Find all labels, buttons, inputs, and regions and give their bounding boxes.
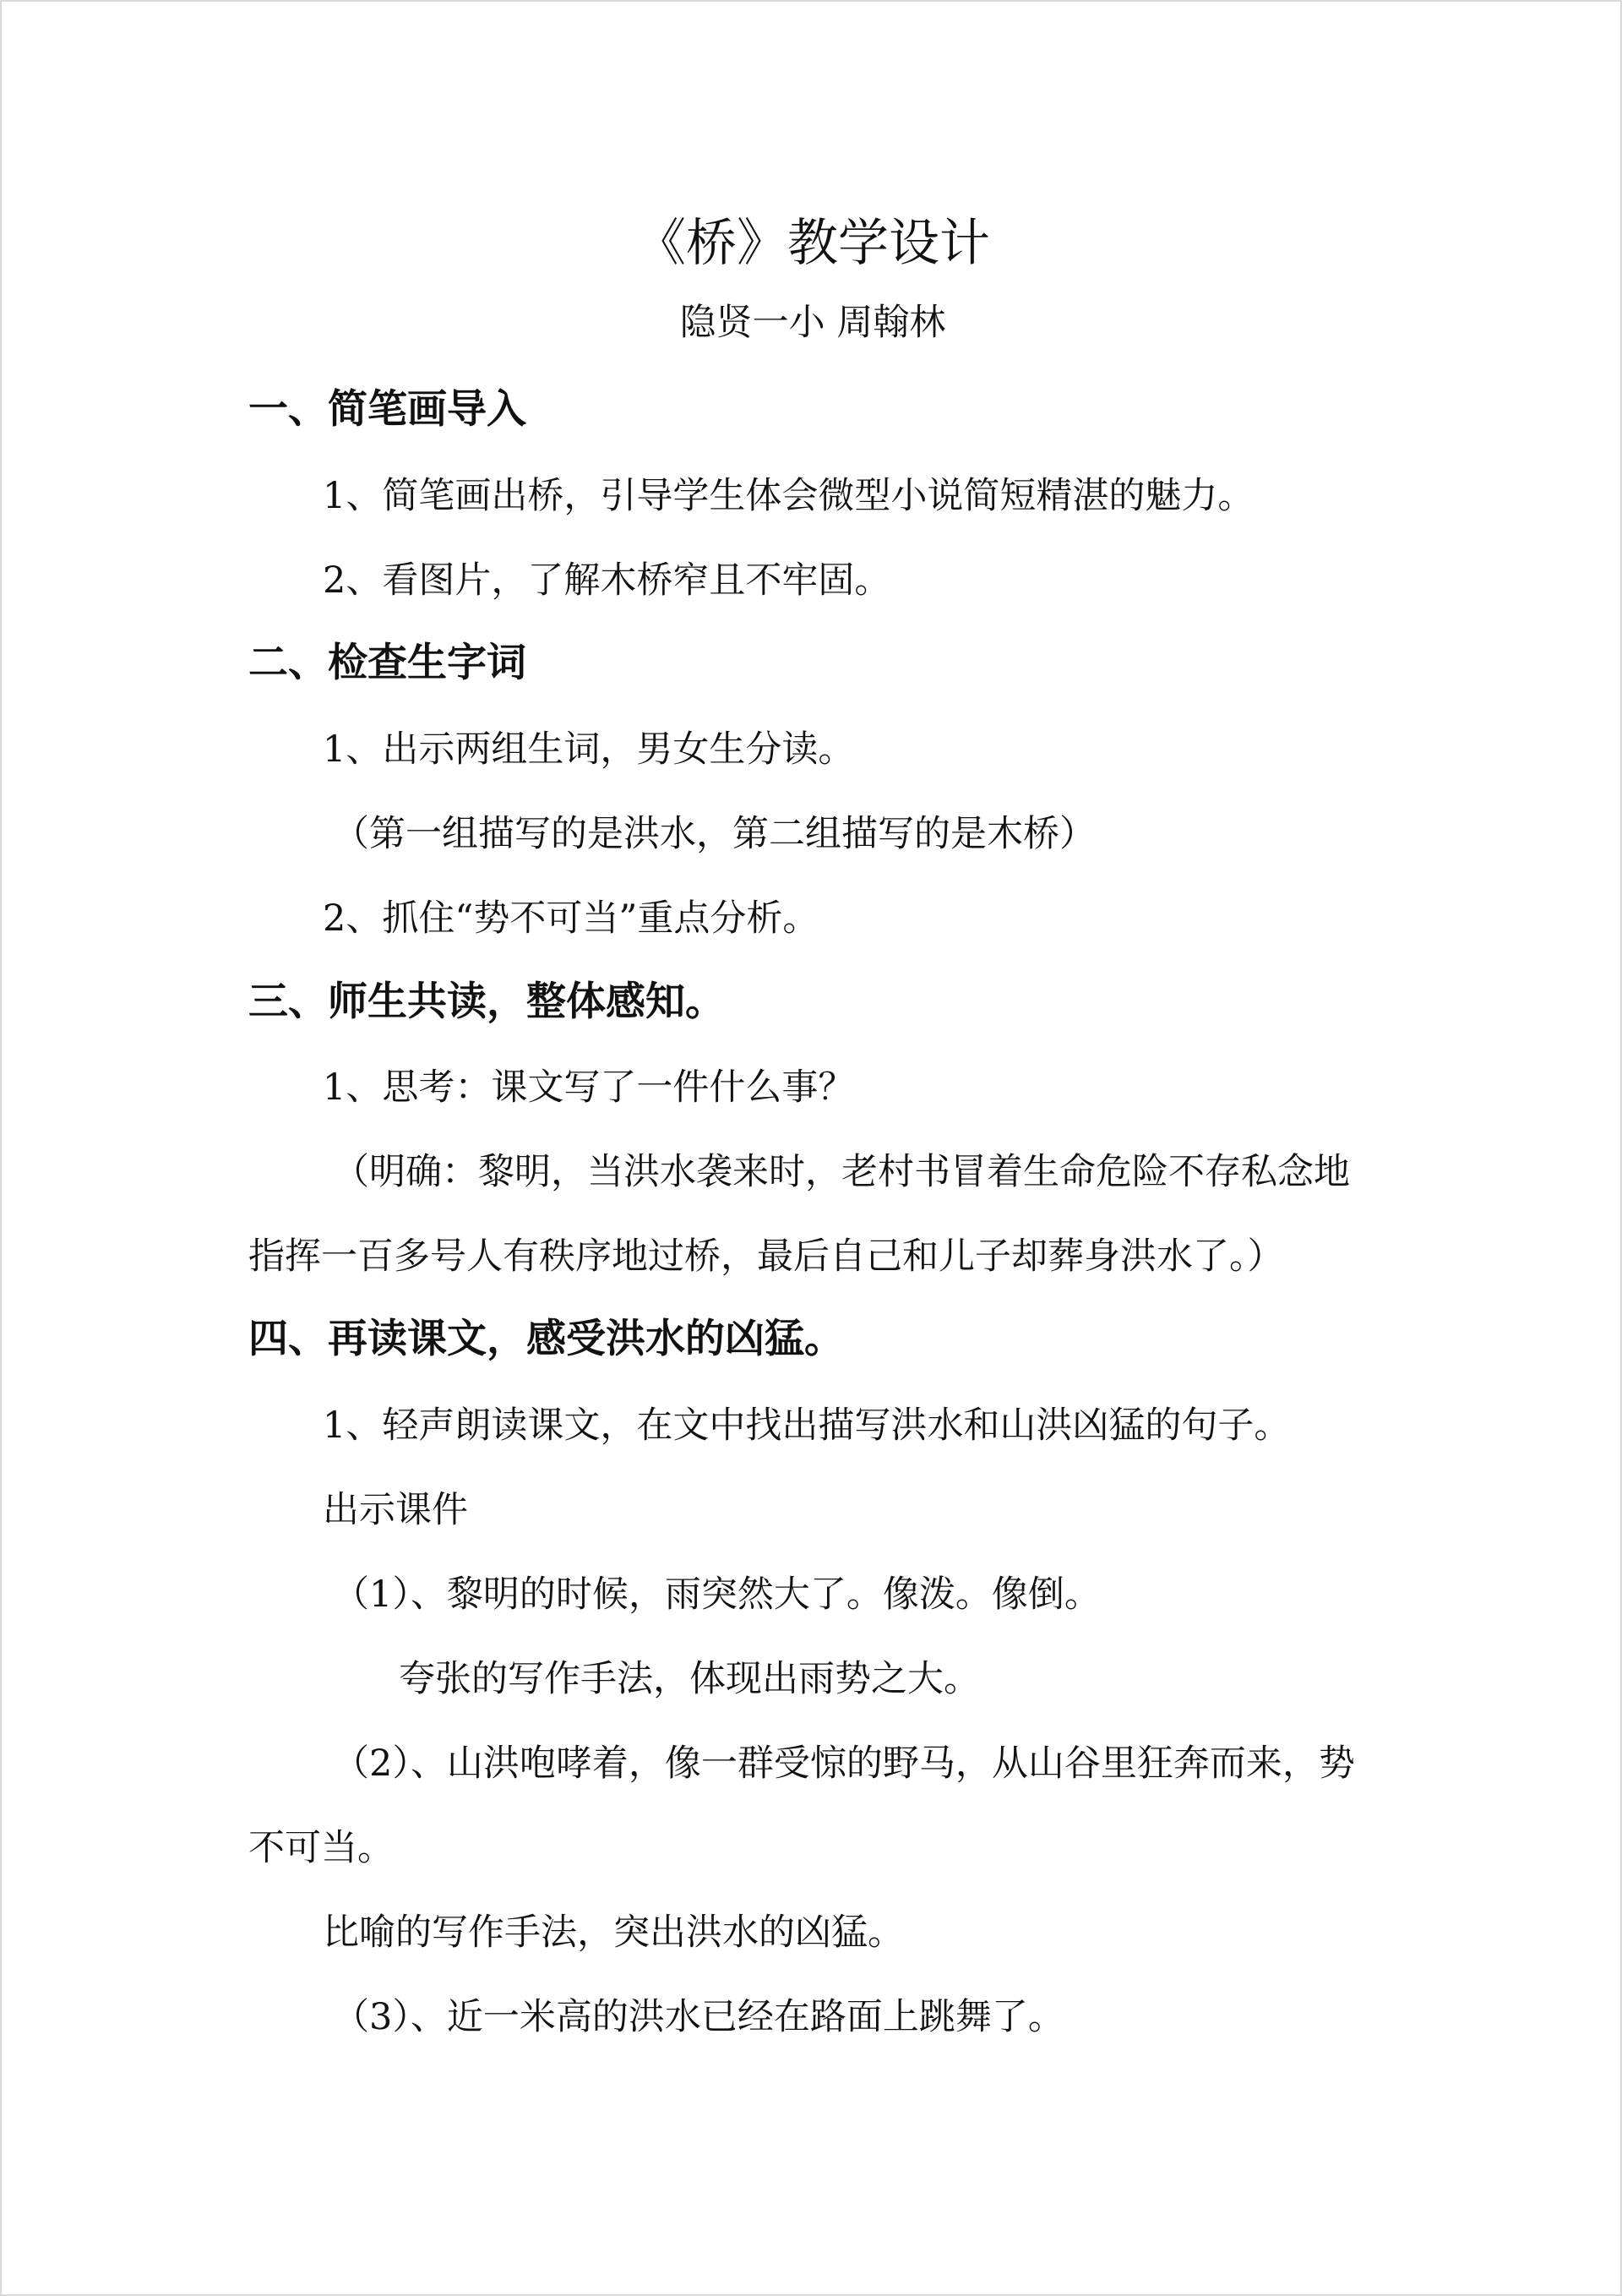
section-heading-2: 二、检查生字词 [248,640,526,686]
section-heading-1: 一、简笔画导入 [248,386,526,433]
paragraph-line: （明确：黎明，当洪水袭来时，老村书冒着生命危险不存私念地 [333,1151,1350,1193]
paragraph-line: 1、轻声朗读课文，在文中找出描写洪水和山洪凶猛的句子。 [323,1404,1291,1447]
paragraph-line: 1、简笔画出桥，引导学生体会微型小说简短精湛的魅力。 [323,475,1255,517]
paragraph-line: （1）、黎明的时候，雨突然大了。像泼。像倒。 [333,1573,1101,1616]
paragraph-line: （3）、近一米高的洪水已经在路面上跳舞了。 [333,1996,1064,2038]
paragraph-line: 指挥一百多号人有秩序地过桥，最后自己和儿子却葬身洪水了。） [248,1235,1284,1278]
section-heading-4: 四、再读课文，感受洪水的凶猛。 [248,1316,844,1362]
paragraph-line: 1、出示两组生词，男女生分读。 [323,728,855,771]
paragraph-line: （第一组描写的是洪水，第二组描写的是木桥） [333,813,1096,855]
paragraph-line: 1、思考：课文写了一件什么事？ [323,1066,855,1109]
paragraph-line: 2、抓住“势不可当”重点分析。 [323,897,819,940]
document-author: 隐贤一小 周翰林 [679,302,946,344]
paragraph-line: 比喻的写作手法，突出洪水的凶猛。 [323,1912,904,1954]
document-title: 《桥》教学设计 [635,214,990,273]
paragraph-line: 不可当。 [248,1827,394,1869]
section-heading-3: 三、师生共读，整体感知。 [248,979,725,1025]
paragraph-line: （2）、山洪咆哮着，像一群受惊的野马，从山谷里狂奔而来，势 [333,1742,1355,1785]
paragraph-line: 2、看图片，了解木桥窄且不牢固。 [323,559,891,602]
paragraph-line: 出示课件 [323,1489,468,1531]
paragraph-line: 夸张的写作手法，体现出雨势之大。 [399,1658,980,1700]
